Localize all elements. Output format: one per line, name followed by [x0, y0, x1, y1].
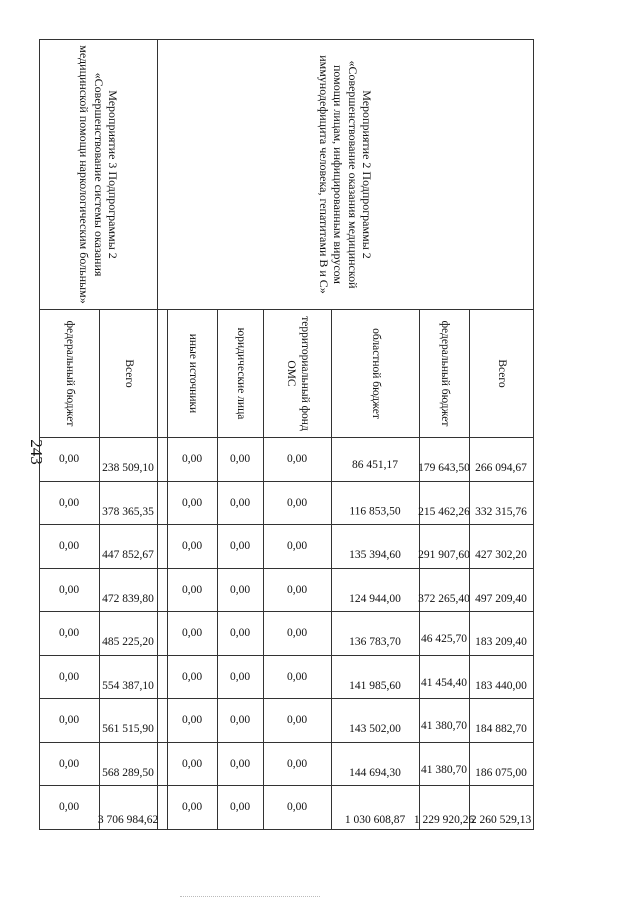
value-text: 0,00: [182, 714, 203, 727]
value-cell: [218, 525, 264, 569]
value-text: 0,00: [182, 540, 203, 553]
value-text: 2 260 529,13: [471, 814, 532, 827]
blank-cell: [158, 525, 168, 569]
value-text: 0,00: [182, 583, 203, 596]
value-text: 561 515,90: [102, 722, 155, 735]
value-cell: [40, 655, 100, 699]
value-text: 0,00: [230, 583, 251, 596]
blank-cell: [158, 742, 168, 786]
value-text: 1 030 608,87: [345, 814, 406, 827]
value-text: 0,00: [287, 496, 308, 509]
value-text: 0,00: [182, 627, 203, 640]
value-cell: [264, 655, 332, 699]
value-text: 238 509,10: [102, 461, 155, 474]
value-text: 0,00: [287, 801, 308, 814]
value-text: 0,00: [182, 496, 203, 509]
value-text: 86 451,17: [352, 459, 399, 471]
value-text: 184 882,70: [475, 722, 528, 735]
value-text: 0,00: [230, 540, 251, 553]
value-cell: [264, 742, 332, 786]
value-cell: [40, 438, 100, 482]
value-cell: [100, 438, 158, 482]
value-text: 143 502,00: [349, 722, 402, 735]
value-cell: [168, 612, 218, 656]
value-cell: [168, 525, 218, 569]
event-title: Мероприятие 3 Подпрограммы 2 «Совершенствование системы оказания медицинской помощи наркологическим больным»: [40, 40, 158, 310]
value-text: 0,00: [182, 670, 203, 683]
value-text: 447 852,67: [102, 548, 155, 561]
value-cell: [264, 612, 332, 656]
value-cell: [40, 525, 100, 569]
value-text: 485 225,20: [102, 635, 155, 648]
value-cell: [332, 655, 420, 699]
value-text: 0,00: [287, 670, 308, 683]
value-text: 0,00: [230, 627, 251, 640]
funding-source: Всего: [100, 310, 158, 438]
value-text: 41 380,70: [421, 763, 468, 776]
value-cell: [168, 568, 218, 612]
table-sheet: [48, 39, 534, 829]
value-text: 0,00: [230, 453, 251, 466]
value-cell: [218, 786, 264, 830]
page-number: 243: [26, 439, 46, 465]
blank-cell: [158, 655, 168, 699]
value-cell: [100, 525, 158, 569]
value-cell: [168, 699, 218, 743]
funding-source: иные источники: [168, 310, 218, 438]
value-text: 0,00: [230, 801, 251, 814]
value-cell: [100, 568, 158, 612]
value-text: 378 365,35: [102, 505, 155, 518]
value-text: 291 907,60: [418, 548, 471, 561]
blank-cell: [158, 481, 168, 525]
value-cell: [420, 612, 470, 656]
value-text: 0,00: [59, 583, 80, 596]
value-text: 0,00: [59, 714, 80, 727]
value-text: 136 783,70: [349, 635, 402, 648]
funding-source: федеральный бюджет: [420, 310, 470, 438]
value-text: 0,00: [182, 757, 203, 770]
value-text: 0,00: [287, 714, 308, 727]
value-text: 0,00: [230, 757, 251, 770]
value-text: 144 694,30: [349, 766, 402, 779]
value-cell: [168, 481, 218, 525]
blank-cell: [158, 438, 168, 482]
value-cell: [470, 568, 534, 612]
value-text: 332 315,76: [475, 505, 528, 518]
value-text: 141 985,60: [349, 679, 402, 692]
value-cell: [420, 481, 470, 525]
value-cell: [332, 612, 420, 656]
value-cell: [40, 612, 100, 656]
value-cell: [100, 699, 158, 743]
value-cell: [100, 481, 158, 525]
value-cell: [40, 786, 100, 830]
funding-source: территориальный фонд ОМС: [264, 310, 332, 438]
value-cell: [470, 481, 534, 525]
value-text: 3 706 984,62: [98, 814, 159, 827]
funding-source: областной бюджет: [332, 310, 420, 438]
value-cell: [264, 699, 332, 743]
value-text: 427 302,20: [475, 548, 528, 561]
value-cell: [100, 655, 158, 699]
value-cell: [100, 786, 158, 830]
value-cell: [470, 438, 534, 482]
value-text: 0,00: [59, 757, 80, 770]
value-cell: [40, 481, 100, 525]
value-text: 497 209,40: [475, 592, 528, 605]
value-text: 183 209,40: [475, 635, 528, 648]
blank-cell: [158, 612, 168, 656]
value-text: 183 440,00: [475, 679, 528, 692]
value-text: 0,00: [287, 627, 308, 640]
value-cell: [420, 525, 470, 569]
value-cell: [218, 568, 264, 612]
value-cell: [332, 525, 420, 569]
funding-source: Всего: [470, 310, 534, 438]
value-cell: [420, 438, 470, 482]
value-cell: [218, 612, 264, 656]
value-text: 0,00: [287, 757, 308, 770]
value-text: 0,00: [287, 453, 308, 466]
value-text: 568 289,50: [102, 766, 155, 779]
value-cell: [218, 655, 264, 699]
value-cell: [168, 438, 218, 482]
value-cell: [100, 742, 158, 786]
table-body: [40, 40, 534, 830]
value-text: 1 229 920,26: [414, 814, 475, 827]
value-cell: [470, 786, 534, 830]
table-row: [470, 40, 534, 830]
scan-artifact: [180, 896, 320, 898]
value-text: 0,00: [59, 670, 80, 683]
value-cell: [332, 786, 420, 830]
value-text: 266 094,67: [475, 461, 528, 474]
blank-cell: [158, 786, 168, 830]
value-text: 124 944,00: [349, 592, 402, 605]
value-cell: [264, 438, 332, 482]
value-cell: [168, 786, 218, 830]
value-cell: [40, 742, 100, 786]
value-cell: [218, 742, 264, 786]
value-text: 554 387,10: [102, 679, 155, 692]
value-cell: [264, 481, 332, 525]
value-cell: [470, 612, 534, 656]
value-text: 46 425,70: [421, 633, 468, 645]
value-text: 0,00: [59, 453, 80, 466]
value-cell: [332, 481, 420, 525]
value-cell: [332, 438, 420, 482]
value-text: 0,00: [182, 801, 203, 814]
value-text: 0,00: [182, 453, 203, 466]
value-cell: [332, 568, 420, 612]
value-text: 186 075,00: [475, 766, 528, 779]
value-cell: [470, 655, 534, 699]
value-cell: [264, 525, 332, 569]
value-cell: [264, 786, 332, 830]
value-cell: [100, 612, 158, 656]
value-cell: [218, 481, 264, 525]
rotated-table-frame: [48, 39, 534, 829]
value-cell: [168, 655, 218, 699]
value-text: 116 853,50: [349, 505, 402, 518]
value-cell: [420, 655, 470, 699]
value-text: 472 839,80: [102, 592, 155, 605]
value-cell: [40, 699, 100, 743]
value-text: 41 380,70: [421, 720, 468, 732]
event-title: Мероприятие 2 Подпрограммы 2 «Совершенствование оказания медицинской помощи лицам, инфицированным вирусом иммунодефицита человека, гепатитами В и С»: [158, 40, 534, 310]
blank-cell: [158, 699, 168, 743]
value-cell: [40, 568, 100, 612]
value-text: 215 462,26: [418, 505, 471, 518]
blank-cell: [158, 310, 168, 438]
funding-source: федеральный бюджет: [40, 310, 100, 438]
budget-table: [39, 39, 534, 830]
value-cell: [218, 699, 264, 743]
blank-cell: [158, 568, 168, 612]
value-cell: [332, 742, 420, 786]
value-cell: [420, 568, 470, 612]
value-text: 0,00: [59, 627, 80, 640]
value-text: 0,00: [287, 540, 308, 553]
funding-source: юридические лица: [218, 310, 264, 438]
value-cell: [470, 525, 534, 569]
value-text: 0,00: [287, 583, 308, 596]
value-text: 0,00: [59, 540, 80, 553]
value-text: 0,00: [59, 801, 80, 814]
value-cell: [420, 699, 470, 743]
value-cell: [414, 786, 475, 830]
value-cell: [168, 742, 218, 786]
value-text: 372 265,40: [418, 592, 471, 605]
value-text: 41 454,40: [421, 676, 468, 689]
value-text: 0,00: [59, 496, 80, 509]
value-cell: [332, 699, 420, 743]
value-cell: [420, 742, 470, 786]
table-row: [100, 40, 158, 830]
value-cell: [218, 438, 264, 482]
value-text: 0,00: [230, 714, 251, 727]
value-text: 179 643,50: [418, 461, 471, 474]
value-text: 0,00: [230, 670, 251, 683]
value-text: 0,00: [230, 496, 251, 509]
value-cell: [470, 742, 534, 786]
value-cell: [470, 699, 534, 743]
value-cell: [264, 568, 332, 612]
value-text: 135 394,60: [349, 548, 402, 561]
